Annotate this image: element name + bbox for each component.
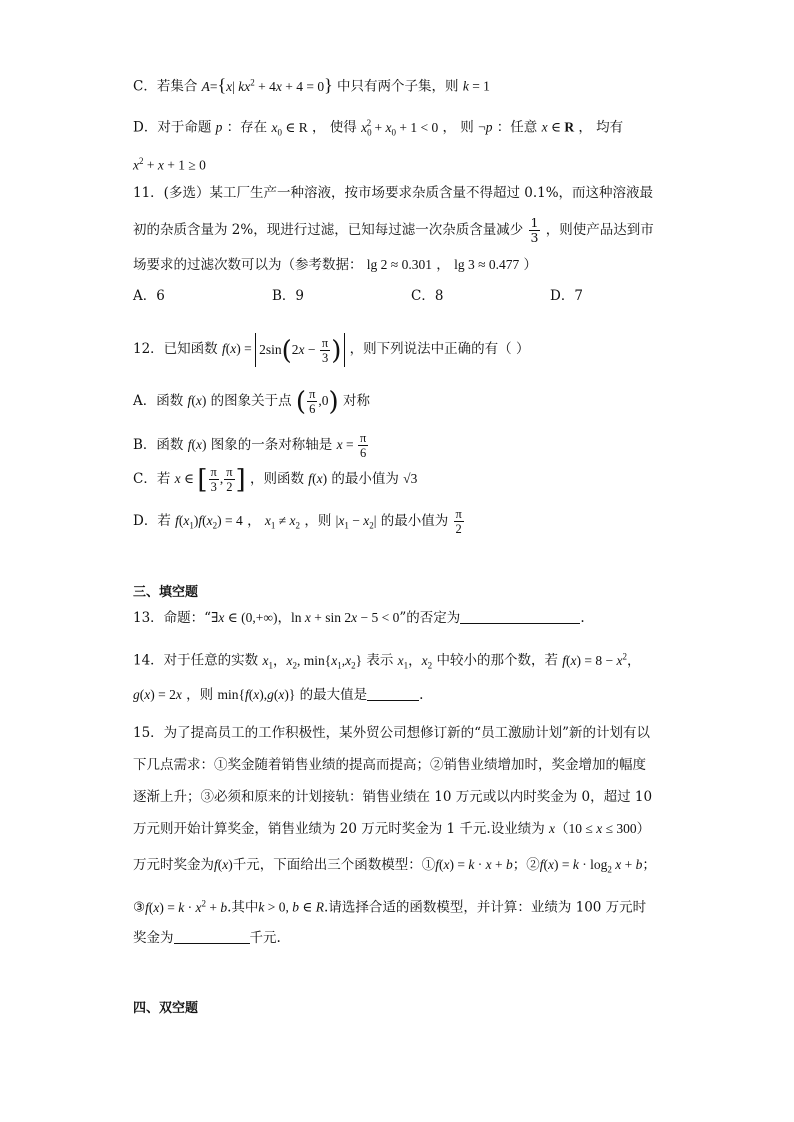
text: （ bbox=[555, 821, 569, 837]
text: . bbox=[419, 687, 424, 703]
text: 场要求的过滤次数可以为（参考数据： bbox=[133, 257, 363, 273]
formula: ln x + sin 2x − 5 < 0 bbox=[291, 610, 400, 625]
text: ，则下列说法中正确的有（ ） bbox=[349, 341, 530, 357]
text: B．函数 bbox=[133, 437, 184, 453]
q11-line-1: 11．(多选）某工厂生产一种溶液，按市场要求杂质含量不得超过 0.1%，而这种溶液最 bbox=[133, 185, 654, 201]
text: 13．命题：“ bbox=[133, 610, 212, 626]
formula: min{f(x),g(x)} bbox=[217, 687, 296, 702]
formula: x bbox=[549, 821, 556, 836]
formula: √3 bbox=[403, 471, 418, 486]
text: A．函数 bbox=[133, 393, 184, 409]
q15-line-6 bbox=[133, 893, 646, 918]
q15-line-1: 15．为了提高员工的工作积极性，某外贸公司想修订新的“员工激励计划”新的计划有以 bbox=[133, 725, 650, 741]
formula: ∃x ∈ (0,+∞) bbox=[211, 610, 278, 625]
formula: k > 0, b ∈ R bbox=[258, 899, 325, 915]
text: 12．已知函数 bbox=[133, 341, 218, 357]
text: ，则 bbox=[304, 513, 332, 529]
formula: $x_1$，$x_2$, $\min\{x_1,x_2\}$ bbox=[262, 652, 363, 671]
text: 万元时奖金为 bbox=[133, 857, 214, 873]
section-title-fill-blank: 三、填空题 bbox=[133, 585, 199, 600]
formula: $f(x) = k \cdot x^2 + b$ bbox=[145, 898, 228, 915]
q10-d-formula: $x^2 + x + 1 \ge 0$ bbox=[133, 156, 206, 173]
option-a: A．6 bbox=[133, 288, 165, 304]
text: ；② bbox=[512, 857, 540, 873]
formula: $x_1$，$x_2$ bbox=[397, 652, 433, 671]
text: .其中 bbox=[227, 899, 259, 916]
formula: $x_0^2 + x_0 + 1 < 0$ bbox=[361, 118, 439, 138]
text: ：任意 bbox=[496, 119, 538, 136]
answer-blank[interactable] bbox=[174, 929, 250, 944]
text: 的图象关于点 bbox=[210, 393, 292, 409]
q12-option-d bbox=[133, 504, 465, 543]
option-d: D．7 bbox=[550, 288, 583, 304]
q13: 13．命题：“∃x ∈ (0,+∞)，ln x + sin 2x − 5 < 0”的否定为 . bbox=[133, 610, 585, 626]
text: 万元则开始计算奖金，销售业绩为 20 万元时奖金为 1 千元.设业绩为 bbox=[133, 821, 545, 837]
q10-option-c bbox=[133, 72, 490, 97]
text: 中只有两个子集，则 bbox=[337, 78, 459, 95]
formula: $f(x) = 8 - x^2$， bbox=[562, 651, 641, 668]
answer-blank[interactable] bbox=[367, 686, 419, 701]
q15-line-2: 下几点需求：①奖金随着销售业绩的提高而提高；②销售业绩增加时，奖金增加的幅度 bbox=[133, 757, 646, 773]
text: ”的否定为 bbox=[399, 610, 461, 626]
text: ，则使产品达到市 bbox=[545, 222, 654, 238]
fraction-one-third: $\frac{1}{3}$ bbox=[530, 215, 539, 245]
section-title-double-blank: 四、双空题 bbox=[133, 1001, 199, 1016]
q15-line-3: 逐渐上升；③必须和原来的计划接轨：销售业绩在 10 万元或以内时奖金为 0，超过 10 bbox=[133, 789, 653, 805]
q12-stem bbox=[133, 332, 529, 367]
text: D．对于命题 bbox=[133, 119, 212, 136]
text: ， bbox=[247, 513, 261, 529]
q15-line-5 bbox=[133, 855, 656, 880]
text: 表示 bbox=[366, 652, 394, 669]
q11-line-3 bbox=[133, 255, 537, 275]
text: ， 则 bbox=[442, 119, 474, 136]
formula: x = $\frac{\pi}{6}$ bbox=[336, 431, 367, 461]
text: 图象的一条对称轴是 bbox=[210, 437, 333, 453]
text: 的最小值为 bbox=[331, 471, 399, 487]
text: C．若 bbox=[133, 471, 171, 487]
text: D．若 bbox=[133, 513, 171, 529]
text: 初的杂质含量为 2%，现进行过滤，已知每过滤一次杂质含量减少 bbox=[133, 222, 524, 238]
formula: $f(x_1)f(x_2) = 4$ bbox=[175, 513, 243, 531]
formula: ¬p bbox=[478, 119, 493, 135]
text: ③ bbox=[133, 899, 146, 916]
q11-line-2 bbox=[133, 216, 654, 245]
q12-option-c bbox=[133, 462, 417, 496]
formula: A={x| $kx^2 + 4x + 4 = 0$} bbox=[201, 74, 333, 95]
q15-line-7 bbox=[133, 928, 281, 948]
answer-blank[interactable] bbox=[460, 609, 580, 624]
formula: lg 2 ≈ 0.301 bbox=[366, 257, 432, 272]
text: .请选择合适的函数模型，并计算：业绩为 100 万元时 bbox=[324, 899, 647, 916]
q12-option-b bbox=[133, 428, 369, 462]
option-b: B．9 bbox=[272, 288, 305, 304]
text: ） bbox=[636, 821, 651, 837]
q14-line-2 bbox=[133, 685, 423, 705]
q10-option-d bbox=[133, 113, 623, 142]
text: ，则 bbox=[186, 687, 214, 703]
text: 奖金为 bbox=[133, 930, 174, 946]
text: 的最小值为 bbox=[380, 513, 449, 529]
formula: f(x) bbox=[187, 393, 207, 408]
text: 的最大值是 bbox=[299, 687, 368, 703]
formula: f(x) bbox=[308, 471, 328, 486]
q12-option-a bbox=[133, 384, 370, 418]
formula: f(x) bbox=[214, 857, 233, 872]
formula: f(x) bbox=[187, 437, 207, 452]
text: 14．对于任意的实数 bbox=[133, 652, 259, 669]
text: 千元. bbox=[249, 930, 281, 946]
formula: 10 ≤ x ≤ 300 bbox=[568, 821, 637, 836]
q14-line-1 bbox=[133, 646, 641, 675]
text: 中较小的那个数，若 bbox=[436, 652, 558, 669]
text: 对称 bbox=[342, 393, 370, 409]
formula: f(x) = k · x + b bbox=[435, 857, 513, 872]
text: ） bbox=[523, 257, 538, 273]
formula: g(x) = 2x bbox=[133, 687, 182, 702]
text: C．若集合 bbox=[133, 78, 198, 95]
q15-line-4 bbox=[133, 819, 650, 839]
formula: p bbox=[215, 119, 223, 135]
option-c: C．8 bbox=[411, 288, 444, 304]
formula: x ∈ R bbox=[541, 119, 575, 135]
text: ，则函数 bbox=[250, 471, 304, 487]
formula: lg 3 ≈ 0.477 bbox=[454, 257, 520, 272]
formula: $f(x) = k \cdot \log_2 x + b$ bbox=[539, 857, 643, 875]
formula: k = 1 bbox=[462, 78, 490, 94]
text: ：存在 bbox=[226, 119, 268, 136]
text: ， 均有 bbox=[578, 119, 624, 136]
text: . bbox=[580, 610, 585, 626]
formula: $|x_1 - x_2|$ bbox=[335, 513, 377, 531]
formula: f(x) = 2sin(2x − $\frac{\pi}{3}$ ) bbox=[222, 341, 345, 356]
text: ， 使得 bbox=[312, 119, 357, 136]
text: 千元，下面给出三个函数模型：① bbox=[232, 857, 436, 873]
text: ； bbox=[642, 857, 656, 873]
formula: $x_1 \ne x_2$ bbox=[264, 513, 301, 531]
formula: $x_0$ ∈ R bbox=[271, 119, 308, 138]
formula: x ∈ [ $\frac{\pi}{3}$ , $\frac{\pi}{2}$ ] bbox=[174, 464, 246, 495]
text: ， bbox=[436, 257, 450, 273]
fraction-pi-over-2: $\frac{\pi}{2}$ bbox=[455, 507, 462, 536]
formula: ( $\frac{\pi}{6}$ ,0) bbox=[295, 386, 339, 417]
